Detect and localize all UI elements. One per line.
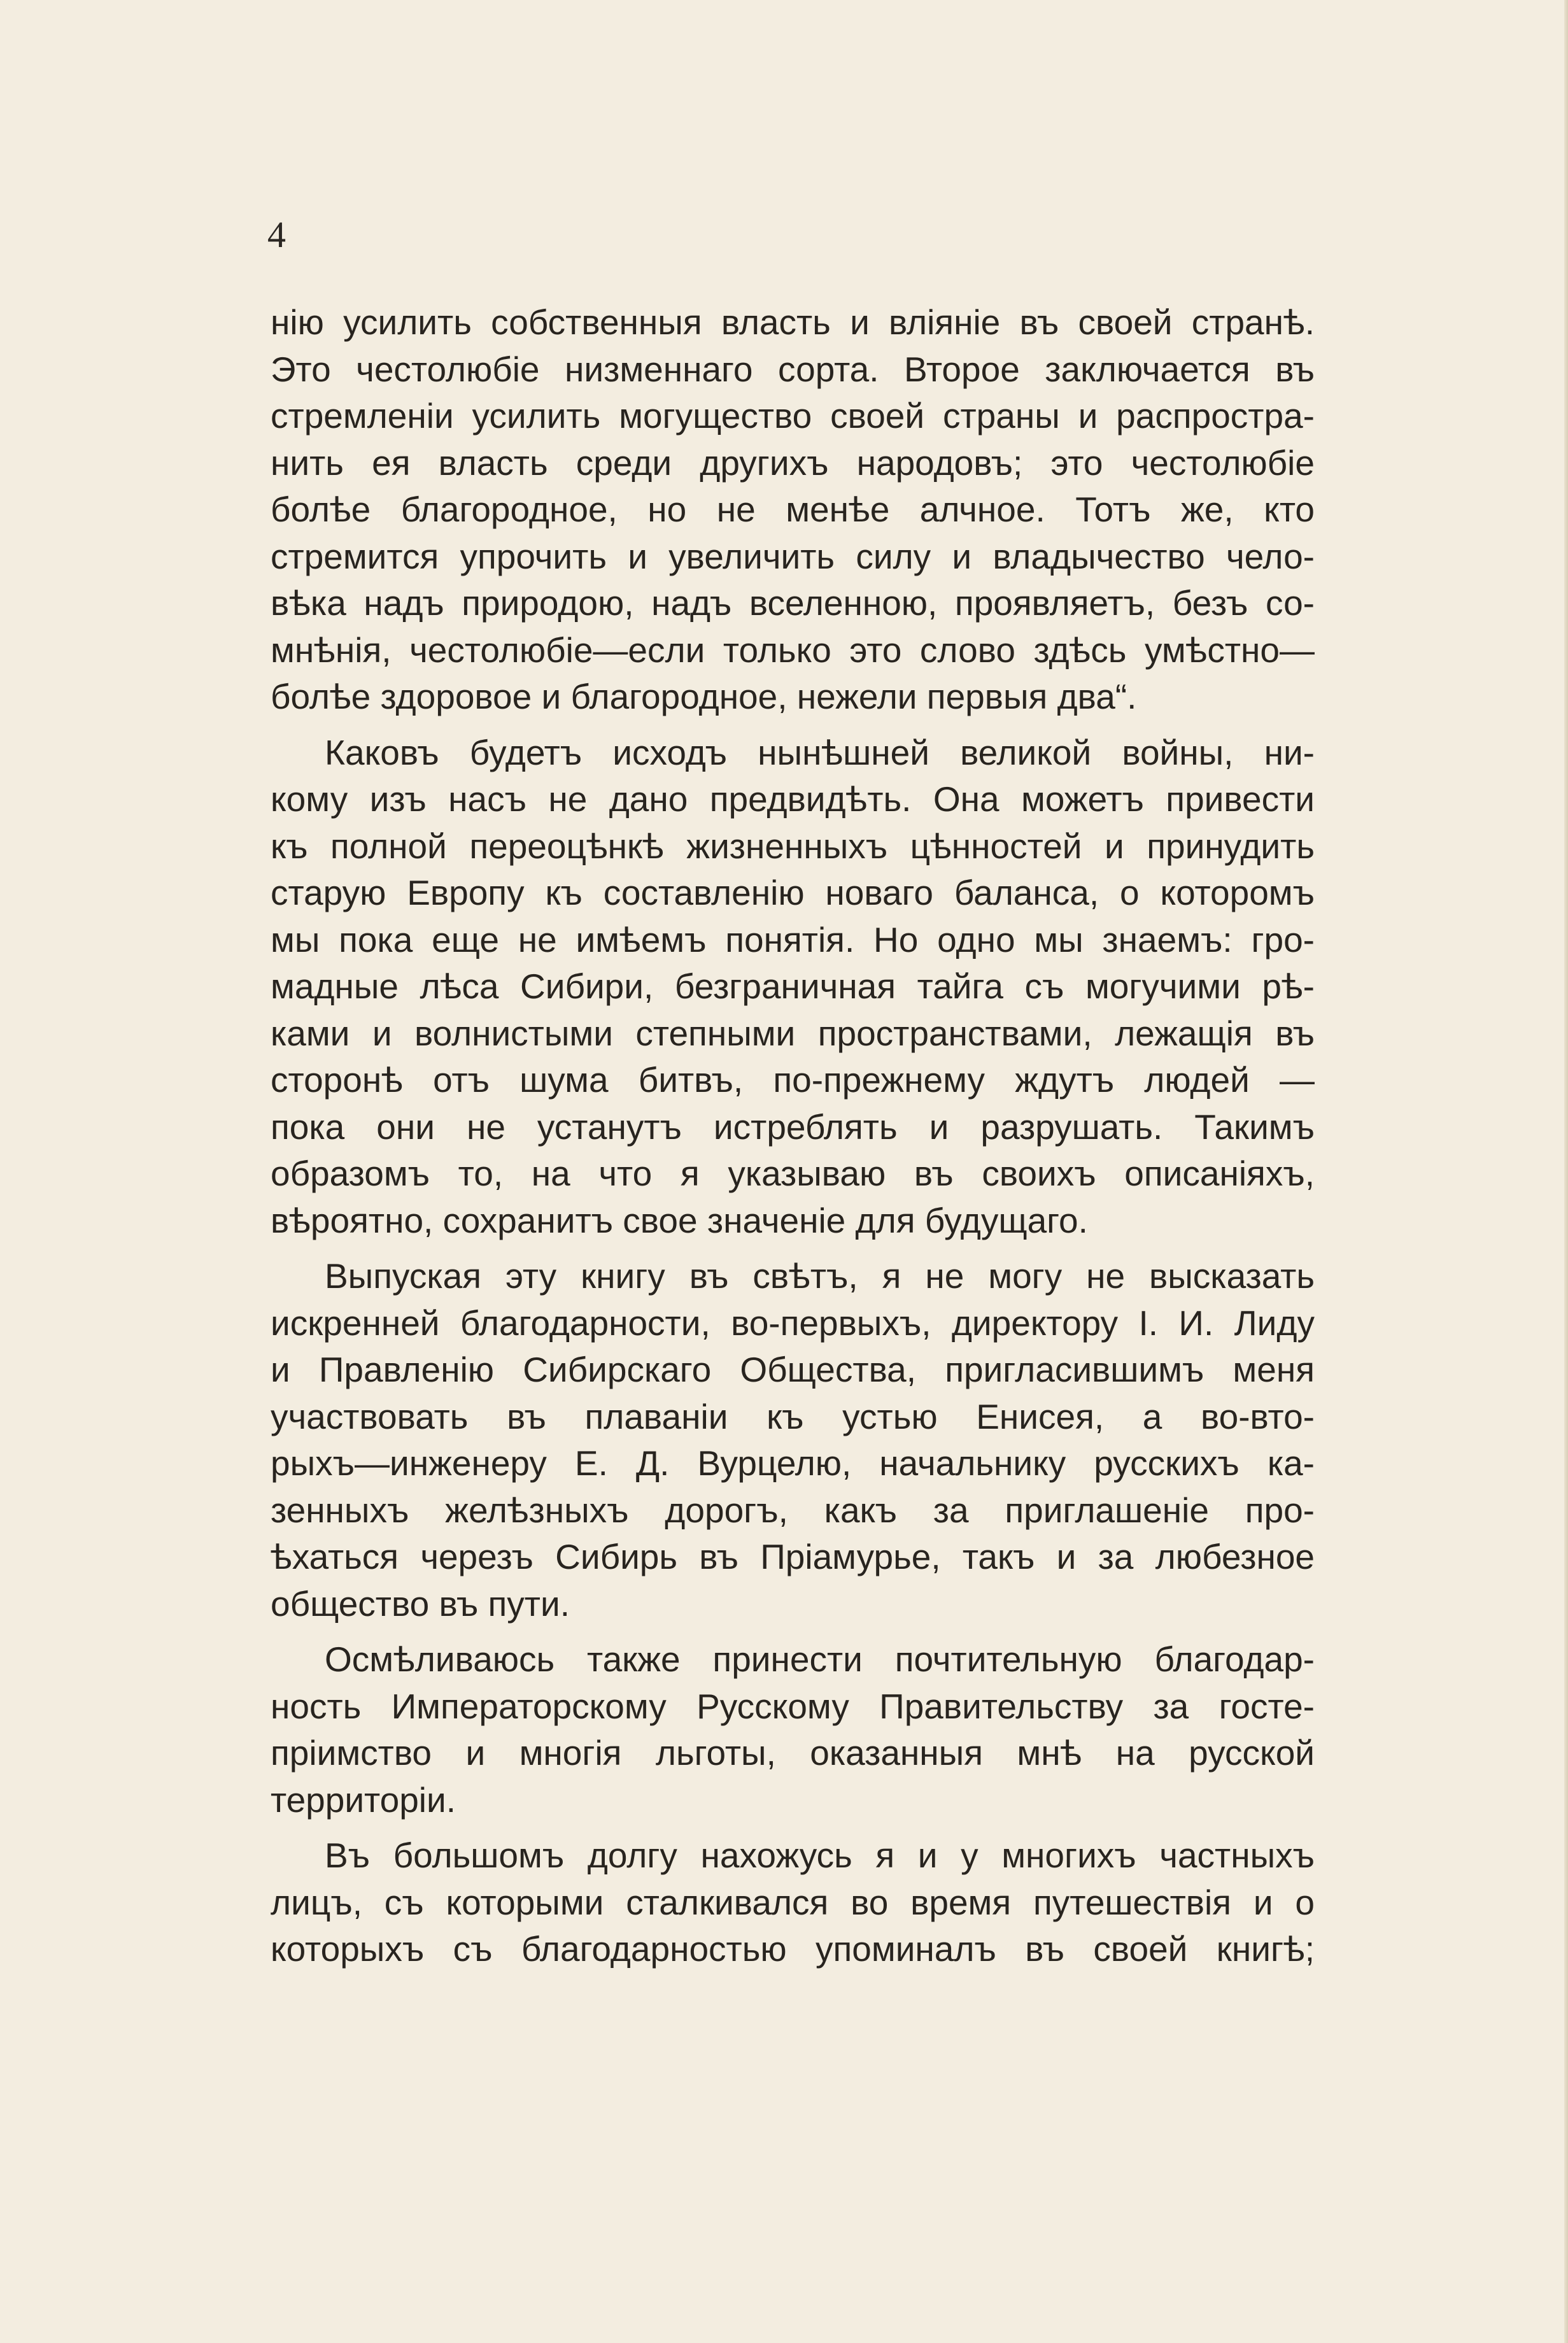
text-line: стремленіи усилить могущество своей страны и распростра-	[271, 396, 1315, 435]
text-line: образомъ то, на что я указываю въ своихъ описаніяхъ,	[271, 1154, 1315, 1193]
page-edge	[1564, 0, 1568, 2343]
text-line: Каковъ будетъ исходъ нынѣшней великой войны, ни-	[325, 732, 1315, 772]
text-line: общество въ пути.	[271, 1583, 570, 1624]
text-line: зенныхъ желѣзныхъ дорогъ, какъ за приглашеніе про-	[271, 1490, 1315, 1530]
paragraph-2	[271, 730, 1315, 1245]
text-line: и Правленію Сибирскаго Общества, пригласившимъ меня	[271, 1350, 1315, 1389]
text-line: нію усилить собственныя власть и вліяніе въ своей странѣ.	[271, 302, 1315, 342]
page-number: 4	[267, 214, 286, 255]
text-line: которыхъ съ благодарностью упоминалъ въ своей книгѣ;	[271, 1929, 1315, 1969]
paragraph-4	[271, 1636, 1315, 1823]
text-line: лицъ, съ которыми сталкивался во время путешествія и о	[271, 1882, 1315, 1922]
text-line: мадные лѣса Сибири, безграничная тайга съ могучими рѣ-	[271, 966, 1315, 1006]
text-line: искренней благодарности, во-первыхъ, директору І. И. Лиду	[271, 1303, 1315, 1343]
text-line: рыхъ—инженеру Е. Д. Вурцелю, начальнику русскихъ ка-	[271, 1443, 1315, 1483]
text-line: участвовать въ плаваніи къ устью Енисея, а во-вто-	[271, 1396, 1315, 1436]
text-line: старую Европу къ составленію новаго баланса, о которомъ	[271, 873, 1315, 912]
text-line: мы пока еще не имѣемъ понятія. Но одно мы знаемъ: гро-	[271, 919, 1315, 959]
text-line: болѣе благородное, но не менѣе алчное. Тотъ же, кто	[271, 490, 1315, 529]
text-line: сторонѣ отъ шума битвъ, по-прежнему ждутъ людей —	[271, 1060, 1315, 1100]
text-line: ѣхаться черезъ Сибирь въ Пріамурье, такъ и за любезное	[271, 1537, 1315, 1576]
text-line: кому изъ насъ не дано предвидѣть. Она можетъ привести	[271, 779, 1315, 819]
text-line: вѣроятно, сохранитъ свое значеніе для будущаго.	[271, 1200, 1088, 1240]
paragraph-3	[271, 1253, 1315, 1627]
text-line: стремится упрочить и увеличить силу и владычество чело-	[271, 536, 1315, 576]
text-line: ность Императорскому Русскому Правительству за госте-	[271, 1686, 1315, 1726]
text-line: Выпуская эту книгу въ свѣтъ, я не могу не высказать	[325, 1256, 1315, 1296]
text-line: ками и волнистыми степными пространствами, лежащія въ	[271, 1013, 1315, 1053]
text-line: къ полной переоцѣнкѣ жизненныхъ цѣнностей и принудить	[271, 826, 1315, 866]
text-line: болѣе здоровое и благородное, нежели первыя два“.	[271, 677, 1137, 716]
text-line: Это честолюбіе низменнаго сорта. Второе заключается въ	[271, 349, 1315, 389]
text-line: Въ большомъ долгу нахожусь я и у многихъ частныхъ	[325, 1836, 1315, 1875]
text-line: пока они не устанутъ истреблять и разрушать. Такимъ	[271, 1107, 1315, 1147]
text-line: пріимство и многія льготы, оказанныя мнѣ на русской	[271, 1733, 1315, 1773]
text-line: территоріи.	[271, 1780, 456, 1820]
text-line: нить ея власть среди другихъ народовъ; это честолюбіе	[271, 442, 1315, 483]
body-text	[271, 299, 1315, 1982]
paragraph-5	[271, 1832, 1315, 1973]
paragraph-1	[271, 299, 1315, 721]
text-line: Осмѣливаюсь также принести почтительную благодар-	[325, 1639, 1315, 1679]
text-line: вѣка надъ природою, надъ вселенною, проявляетъ, безъ со-	[271, 583, 1315, 623]
text-line: мнѣнія, честолюбіе—если только это слово здѣсь умѣстно—	[271, 630, 1315, 670]
